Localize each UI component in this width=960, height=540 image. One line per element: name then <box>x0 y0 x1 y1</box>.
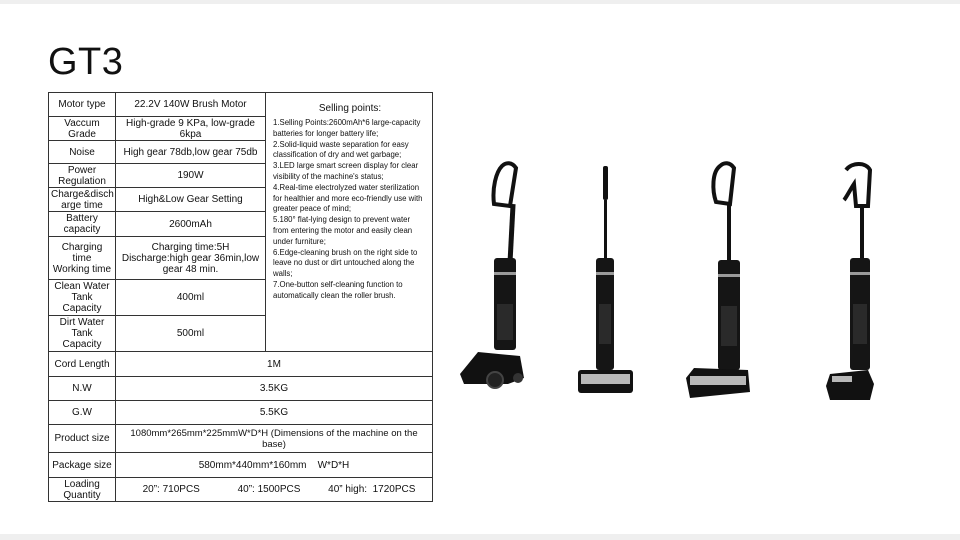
selling-point-item: 1.Selling Points:2600mAh*6 large-capacity batteries for longer battery life; <box>273 118 421 138</box>
slide <box>0 4 960 534</box>
selling-point-item: 6.Edge-cleaning brush on the right side to leave no dust or dirt untouched along the walls; <box>273 247 418 279</box>
loading-20ft: 20”: 710PCS <box>142 484 200 495</box>
vacuum-image-side <box>826 164 874 400</box>
spec-value-line: Discharge:high gear 36min,low gear 48 min. <box>121 252 260 275</box>
selling-point-item: 7.One-button self-cleaning function to automatically clean the roller brush. <box>273 279 403 300</box>
spec-value: High gear 78db,low gear 75db <box>116 141 266 164</box>
spec-value: 580mm*440mm*160mm W*D*H <box>116 453 433 478</box>
spec-table <box>48 92 433 502</box>
spec-label-line: Working time <box>52 263 112 275</box>
spec-value: 3.5KG <box>116 377 433 401</box>
product-images <box>450 154 900 414</box>
spec-value: 22.2V 140W Brush Motor <box>116 93 266 117</box>
spec-value: 1M <box>116 352 433 377</box>
spec-label: Motor type <box>49 93 116 117</box>
selling-point-item: 2.Solid-liquid waste separation for easy classification of dry and wet garbage; <box>273 139 409 160</box>
loading-40ft-high: 40” high: 1720PCS <box>328 484 416 495</box>
table-row <box>49 352 433 377</box>
selling-point-item: 3.LED large smart screen display for clear visibility of the machine's status; <box>273 161 419 181</box>
spec-value-line: Charging time:5H <box>151 241 230 253</box>
table-row <box>49 377 433 401</box>
vacuum-image-angled-right <box>686 163 750 398</box>
selling-points-title: Selling points: <box>318 103 382 114</box>
table-row <box>49 93 433 117</box>
product-title: GT3 <box>48 41 124 83</box>
table-row <box>49 453 433 478</box>
selling-point-item: 5.180° flat-lying design to prevent water from entering the motor and easily clean under furniture; <box>273 215 413 246</box>
spec-value: 400ml <box>116 280 266 316</box>
spec-label: Battery capacity <box>49 212 116 237</box>
vacuum-image-front <box>578 166 633 393</box>
spec-label: Vaccum Grade <box>49 117 116 141</box>
spec-value: High&Low Gear Setting <box>116 188 266 212</box>
table-row <box>49 425 433 453</box>
spec-label: Clean Water Tank Capacity <box>49 280 116 316</box>
spec-label: Charge&disch arge time <box>49 188 116 212</box>
spec-label: G.W <box>49 401 116 425</box>
spec-label: Package size <box>49 453 116 478</box>
selling-point-item: 4.Real-time electrolyzed water sterilization for healthier and more eco-friendly use with greater peace of mind; <box>273 182 423 214</box>
spec-value: 190W <box>116 164 266 188</box>
spec-value: 1080mm*265mm*225mmW*D*H (Dimensions of the machine on the base) <box>116 425 433 453</box>
spec-value: High-grade 9 KPa, low-grade 6kpa <box>116 117 266 141</box>
table-row <box>49 401 433 425</box>
spec-label: Dirt Water Tank Capacity <box>49 316 116 352</box>
spec-label: Product size <box>49 425 116 453</box>
spec-label: Noise <box>49 141 116 164</box>
spec-value: 5.5KG <box>116 401 433 425</box>
spec-label: Loading Quantity <box>49 478 116 502</box>
spec-value: 2600mAh <box>116 212 266 237</box>
selling-points-cell <box>266 93 433 352</box>
spec-label: N.W <box>49 377 116 401</box>
spec-label: Cord Length <box>49 352 116 377</box>
spec-value: 500ml <box>116 316 266 352</box>
spec-label: Power Regulation <box>49 164 116 188</box>
loading-40ft: 40”: 1500PCS <box>237 484 301 495</box>
spec-label <box>49 237 116 280</box>
spec-value <box>116 478 433 502</box>
spec-label-line: Charging time <box>61 241 103 264</box>
table-row <box>49 478 433 502</box>
spec-value <box>116 237 266 280</box>
vacuum-image-angled-left <box>460 163 524 388</box>
